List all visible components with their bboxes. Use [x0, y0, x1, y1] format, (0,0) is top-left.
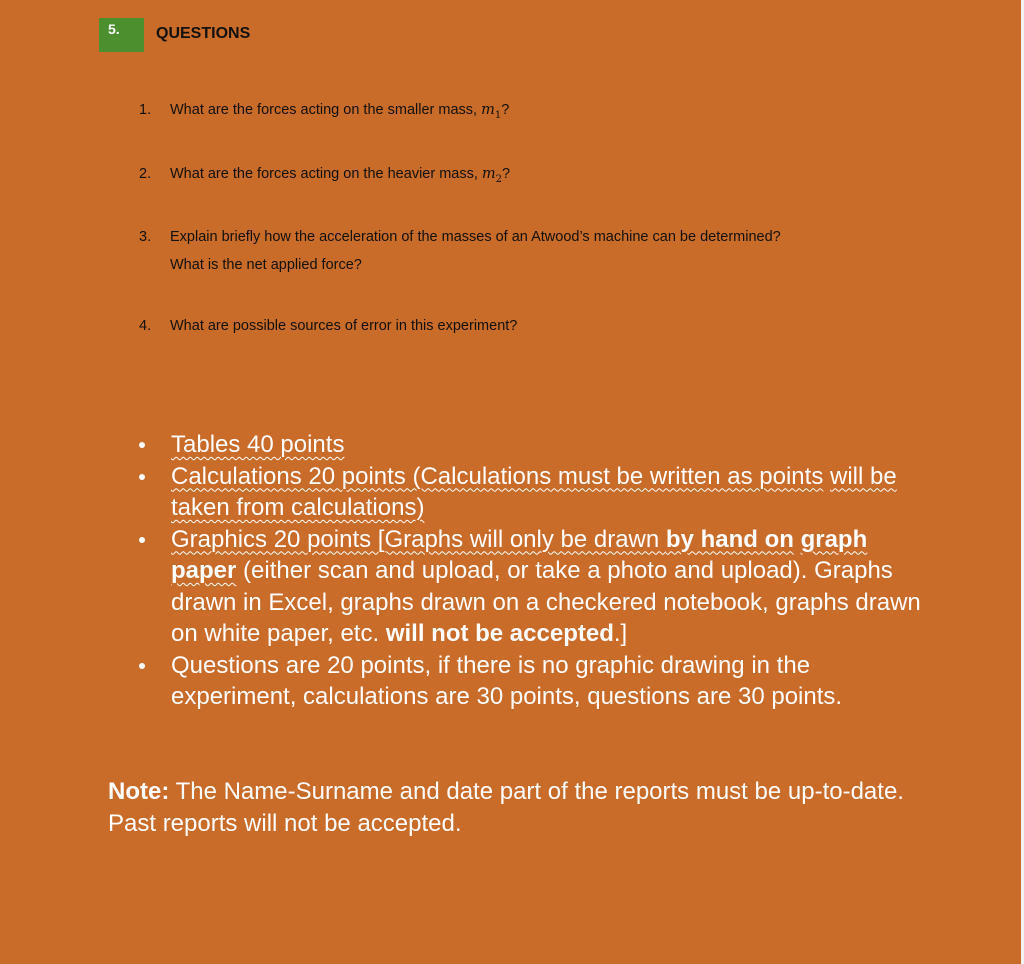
grading-item-graphics: Graphics 20 points [Graphs will only be drawn by hand on graph paper (either scan and upload, or take a photo and upload). Graphs drawn in Excel, graphs drawn on a checkered notebook, graphs drawn on white paper, etc. will not be accepted.] — [135, 524, 935, 650]
math-variable: $m_1$ — [481, 102, 502, 121]
question-text-line2: What is the net applied force? — [170, 257, 362, 273]
section-header — [99, 18, 250, 52]
note-label: Note: — [108, 778, 170, 805]
bullet-dot — [139, 537, 145, 543]
question-number: 1. — [139, 102, 152, 118]
grading-list — [135, 429, 935, 713]
question-number: 4. — [139, 318, 152, 334]
question-4 — [139, 318, 517, 334]
math-variable: $m_2$ — [481, 166, 503, 185]
section-number-badge: 5. — [99, 18, 144, 52]
note-text: The Name-Surname and date part of the reports must be up-to-date. Past reports will not be accepted. — [108, 778, 904, 837]
question-number: 3. — [139, 229, 152, 245]
question-text: What are the forces acting on the heavier mass, — [170, 166, 482, 182]
question-suffix: ? — [502, 166, 511, 182]
section-title: QUESTIONS — [156, 25, 251, 42]
note-paragraph — [108, 776, 908, 840]
bullet-dot — [139, 663, 145, 669]
question-number: 2. — [139, 166, 152, 182]
question-2 — [139, 166, 510, 185]
grading-item-tables: Tables 40 points — [135, 429, 935, 461]
bullet-dot — [139, 442, 145, 448]
question-suffix: ? — [501, 102, 510, 118]
grading-item-calculations: Calculations 20 points (Calculations must be written as points will be taken from calculations) — [135, 461, 935, 524]
bullet-dot — [139, 474, 145, 480]
question-1 — [139, 102, 509, 121]
grading-item-questions: Questions are 20 points, if there is no graphic drawing in the experiment, calculations are 30 points, questions are 30 points. — [135, 650, 935, 713]
question-text: What are possible sources of error in this experiment? — [170, 318, 518, 334]
question-3 — [139, 229, 781, 273]
question-text: What are the forces acting on the smaller mass, — [170, 102, 482, 118]
question-text: Explain briefly how the acceleration of the masses of an Atwood’s machine can be determined? — [170, 229, 781, 245]
